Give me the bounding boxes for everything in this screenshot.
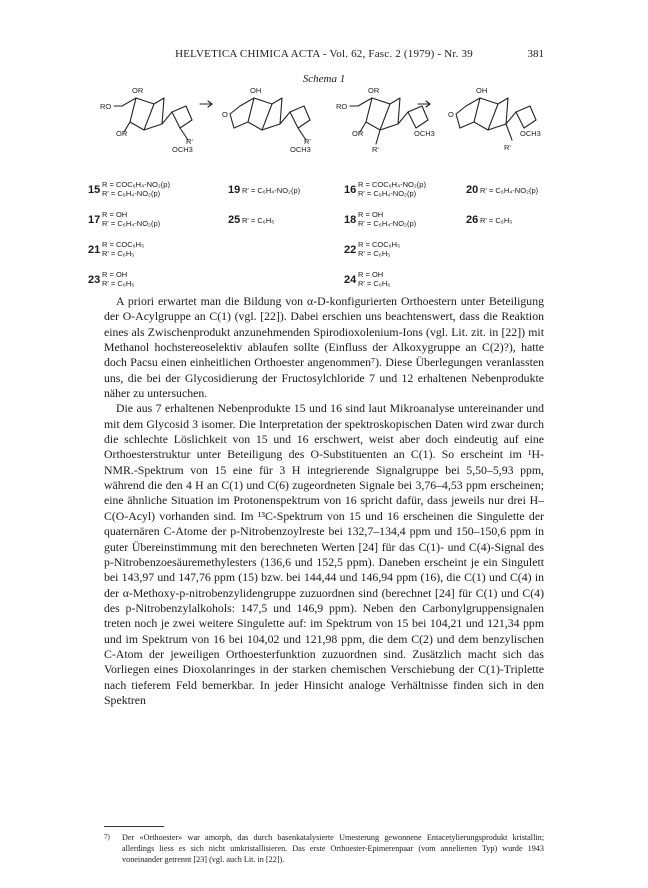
scheme-label-rprime-a: R' bbox=[186, 137, 193, 146]
scheme-label-or-a: OR bbox=[132, 86, 144, 95]
footnote-mark: 7) bbox=[104, 833, 110, 841]
scheme-title: Schema 1 bbox=[302, 73, 346, 85]
scheme-label-o-b: O bbox=[222, 110, 228, 119]
structure-b bbox=[230, 98, 310, 140]
footnote-rule bbox=[104, 826, 164, 827]
scheme-label-oh-b: OH bbox=[250, 86, 262, 95]
running-head: HELVETICA CHIMICA ACTA - Vol. 62, Fasc. 2 (1979) - Nr. 39 bbox=[175, 48, 473, 60]
scheme-label-rprime-c: R' bbox=[372, 145, 379, 154]
scheme-label-ro-c: RO bbox=[336, 102, 348, 111]
paragraph-2: Die aus 7 erhaltenen Nebenprodukte 15 und 16 sind laut Mikroanalyse untereinander und mit dem Glycosid 3 isomer. Die Interpretation der spektroskopischen Daten wird zwar durch die schlechte Löslichkeit von 15 und 16 erschwert, weist aber doch eindeutig auf eine Orthoesterstruktur unter Beteiligung des O-Substituenten an C(1). So erscheint im ¹H-NMR.-Spektrum von 15 eine für 3 H integrierende Signalgruppe bei 5,50–5,93 ppm, während die den 4 H an C(1) und C(6) zugeordneten Signale bei 3,76–4,53 ppm erscheinen; eine ähnliche Situation im Protonenspektrum von 16 spricht dafür, dass jeweils nur drei H–C(O-Acyl) vorhanden sind. Im ¹³C-Spektrum von 15 und 16 erscheinen die Singulette der quaternären C-Atome der p-Nitrobenzoylreste bei 132,7–134,4 ppm und 150–150,6 ppm in guter Übereinstimmung mit den berechneten Werten [24] für das C(1)- und C(4)-Signal des p-Nitrobenzoesäuremethylesters (136,6 und 152,5 ppm). Daneben erscheint je ein Singulett bei 143,97 und 147,76 ppm (15) bzw. bei 144,44 und 146,94 ppm (16), die C(1) und C(4) in der α-Methoxy-p-nitrobenzylidengruppe zuzuordnen sind (berechnet [24] für C(1) und C(4) des p-Nitrobenzylalkohols: 147,5 und 146,9 ppm). Neben den Carbonylgruppensignalen treten noch je zwei weitere Singulette auf: im Spektrum von 15 bei 104,21 und 121,34 ppm und im Spektrum von 16 bei 104,02 und 121,98 ppm, die dem C(2) und dem benzylischen C-Atom der jeweiligen Orthoesterfunktion zuzuordnen sind. Zusätzlich macht sich das Vorliegen eines Dioxolanringes in der starken chemischen Verschiebung der C(1)-Triplette nach tieferem Feld bemerkbar. In jeder Hinsicht analoge Verhältnisse finden sich in den Spektren bbox=[104, 401, 544, 707]
footnote-7 bbox=[104, 832, 544, 865]
scheme-label-or-a2: OR bbox=[116, 129, 128, 138]
reaction-arrow-left bbox=[200, 101, 212, 107]
scheme-label-oh-d: OH bbox=[476, 86, 488, 95]
scheme-label-och3-c: OCH3 bbox=[414, 129, 435, 138]
reaction-arrow-right bbox=[418, 101, 430, 107]
reaction-scheme-figure bbox=[100, 84, 548, 194]
scheme-label-och3-d: OCH3 bbox=[520, 129, 541, 138]
scheme-label-rprime-d: R' bbox=[504, 143, 511, 152]
journal-page: HELVETICA CHIMICA ACTA - Vol. 62, Fasc. 2 (1979) - Nr. 39 381 Schema 1 RO OR OR R' OCH3 OH O R' OCH3 RO OR OR R' OCH3 OH O R' OCH3 15 R = COC₆H₄-NO₂(p) R' = C₆H₄-NO₂(p) 19 R' = C₆H₄-NO₂(p) 16 R = COC₆H₄-NO₂(p) R' = C₆H₄-NO₂(p) 20 R' = C₆H₄-NO₂(p) 17 R = OH R' = C₆H₄-NO₂(p) 25 R' = C₆H₅ 18 R = OH R' = C₆H₄-NO₂(p) 26 R' = C₆H₅ 21 R = COC₆H₅ R' = C₆H₅ 22 R = COC₆H₅ R' = C₆H₅ 23 R = OH R' = C₆H₅ 24 R = OH R' = C₆H₆ A priori erwartet man die Bildung von α-D-konfigurierten Orthoestern unter Beteiligung der O-Acylgruppe an C(1) (vgl. [22]). Dabei erschien uns beachtenswert, dass die Reaktion eines als Zwischenprodukt anzunehmenden Spirodioxolenium-Ions (vgl. Lit. zit. in [22]) mit Methanol hochstereoselektiv ablaufen sollte (Einfluss der Alkoxygruppe an C(2)?), hatte doch Pacsu einen einheitlichen Orthoester angenommen⁷). Diese Überlegungen veranlassten uns, die bei der Glycosidierung der Fructosylchloride 7 und 12 erhaltenen Nebenprodukte näher zu untersuchen. Die aus 7 erhaltenen Nebenprodukte 15 und 16 sind laut Mikroanalyse untereinander und mit dem Glycosid 3 isomer. Die Interpretation der spektroskopischen Daten wird zwar durch die schlechte Löslichkeit von 15 und 16 erschwert, weist aber doch eindeutig auf eine Orthoesterstruktur unter Beteiligung des O-Substituenten an C(1). So erscheint im ¹H-NMR.-Spektrum von 15 eine für 3 H integrierende Signalgruppe bei 5,50–5,93 ppm, während die den 4 H an C(1) und C(6) zugeordneten Signale bei 3,76–4,53 ppm erscheinen; eine ähnliche Situation im Protonenspektrum von 16 spricht dafür, dass jeweils nur drei H–C(O-Acyl) vorhanden sind. Im ¹³C-Spektrum von 15 und 16 erscheinen die Singulette der quaternären C-Atome der p-Nitrobenzoylreste bei 132,7–134,4 ppm und 150–150,6 ppm in guter Übereinstimmung mit den berechneten Werten [24] für das C(1)- und C(4)-Signal des p-Nitrobenzoesäuremethylesters (136,6 und 152,5 ppm). Daneben erscheint je ein Singulett bei 143,97 und 147,76 ppm (15) bzw. bei 144,44 und 146,94 ppm (16), die C(1) und C(4) in der α-Methoxy-p-nitrobenzylidengruppe zuzuordnen sind (berechnet [24] für C(1) und C(4) des p-Nitrobenzylalkohols: 147,5 und 146,9 ppm). Neben den Carbonylgruppensignalen treten noch je zwei weitere Singulette auf: im Spektrum von 15 bei 104,21 und 121,34 ppm und im Spektrum von 16 bei 104,02 und 121,98 ppm, die dem C(2) und dem benzylischen C-Atom der jeweiligen Orthoesterfunktion zuzuordnen sind. Zusätzlich macht sich das Vorliegen eines Dioxolanringes in der starken chemischen Verschiebung der C(1)-Triplette nach tieferem Feld bemerkbar. In jeder Hinsicht analoge Verhältnisse finden sich in den Spektren 7) Der «Orthoester» war amorph, das durch basenkatalysierte Umesterung gewonnene Entacetylierungsprodukt kristallin; allerdings liess es sich nicht umkristallisieren. Das erste Orthoester-Epimerenpaar (vom annelierten Typ) wurde 1943 voneinander getrennt [23] (vgl. auch Lit. in [22]). bbox=[0, 0, 648, 888]
scheme-label-rprime-b: R' bbox=[304, 137, 311, 146]
body-text bbox=[104, 294, 544, 708]
footnote-text: Der «Orthoester» war amorph, das durch basenkatalysierte Umesterung gewonnene Entacetylierungsprodukt kristallin; allerdings liess es sich nicht umkristallisieren. Das erste Orthoester-Epimerenpaar (vom annelierten Typ) wurde 1943 voneinander getrennt [23] (vgl. auch Lit. in [22]). bbox=[122, 833, 544, 864]
scheme-label-o-d: O bbox=[448, 110, 454, 119]
scheme-label-or-c2: OR bbox=[352, 129, 364, 138]
scheme-label-or-c: OR bbox=[368, 86, 380, 95]
scheme-label-och3-a: OCH3 bbox=[172, 145, 193, 154]
scheme-label-ro-a: RO bbox=[100, 102, 112, 111]
scheme-label-och3-b: OCH3 bbox=[290, 145, 311, 154]
page-number: 381 bbox=[527, 48, 544, 60]
paragraph-1: A priori erwartet man die Bildung von α-D-konfigurierten Orthoestern unter Beteiligung der O-Acylgruppe an C(1) (vgl. [22]). Dabei erschien uns beachtenswert, dass die Reaktion eines als Zwischenprodukt anzunehmenden Spirodioxolenium-Ions (vgl. Lit. zit. in [22]) mit Methanol hochstereoselektiv ablaufen sollte (Einfluss der Alkoxygruppe an C(2)?), hatte doch Pacsu einen einheitlichen Orthoester angenommen⁷). Diese Überlegungen veranlassten uns, die bei der Glycosidierung der Fructosylchloride 7 und 12 erhaltenen Nebenprodukte näher zu untersuchen. bbox=[104, 294, 544, 401]
